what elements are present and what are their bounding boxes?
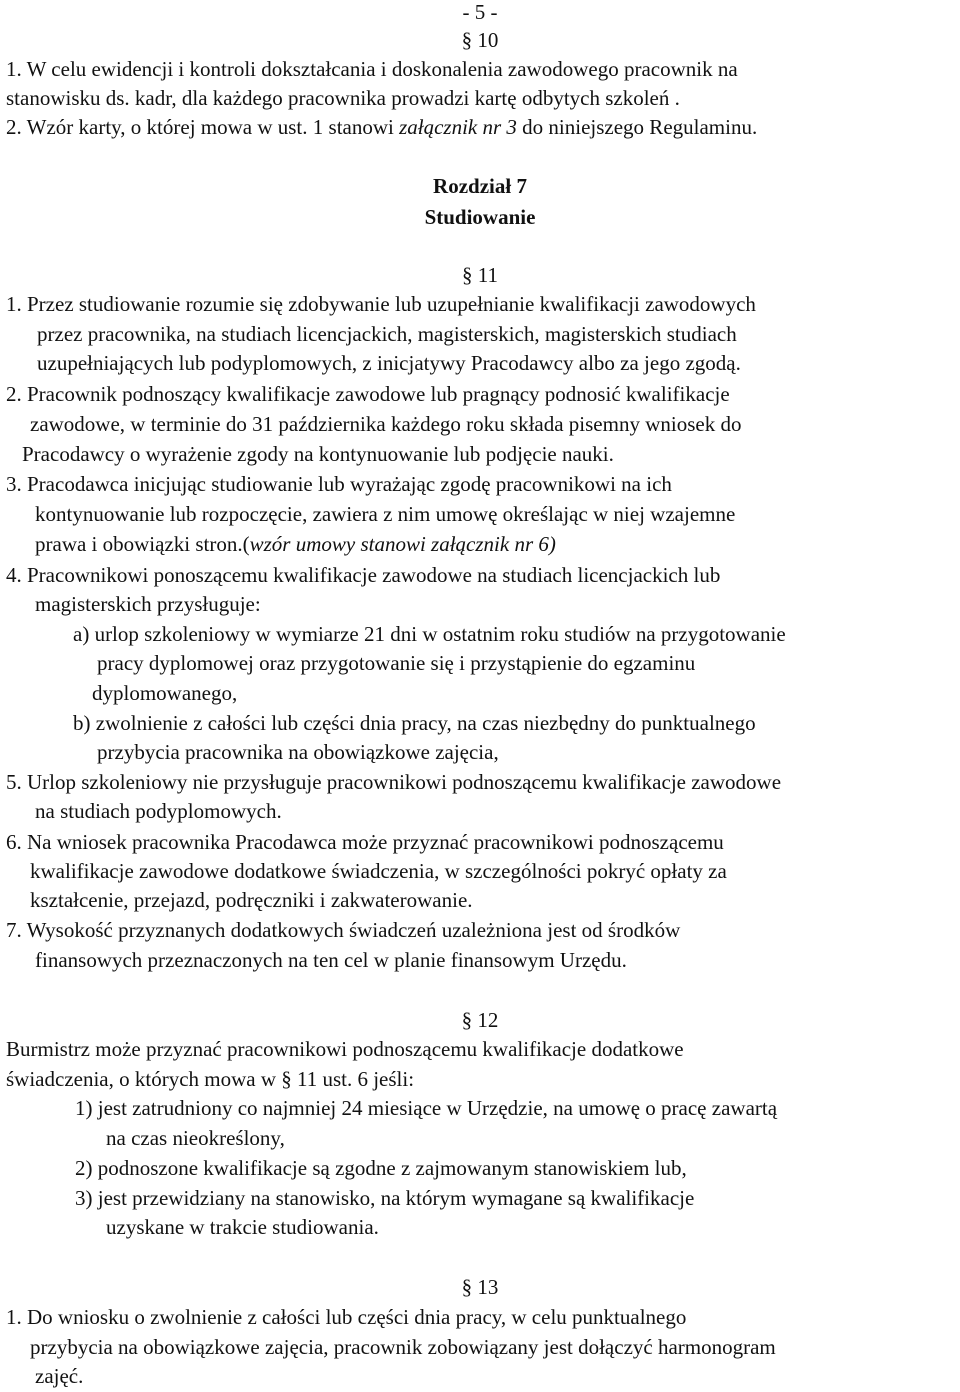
- s12-intro-line1: Burmistrz może przyznać pracownikowi podnoszącemu kwalifikacje dodatkowe: [6, 1037, 684, 1061]
- s11-p1-line1: 1. Przez studiowanie rozumie się zdobywanie lub uzupełnianie kwalifikacji zawodowych: [6, 292, 756, 316]
- s12-c2-line1: 2) podnoszone kwalifikacje są zgodne z zajmowanym stanowiskiem lub,: [75, 1156, 687, 1180]
- s11-p4a-line2: pracy dyplomowej oraz przygotowanie się i przystąpienie do egzaminu: [97, 651, 696, 675]
- s11-p1-line2: przez pracownika, na studiach licencjackich, magisterskich, magisterskich studiach: [37, 322, 737, 346]
- s12-intro-line2: świadczenia, o których mowa w § 11 ust. 6 jeśli:: [6, 1067, 415, 1091]
- s11-p4-line2: magisterskich przysługuje:: [35, 592, 261, 616]
- s11-p4a-line1: a) urlop szkoleniowy w wymiarze 21 dni w ostatnim roku studiów na przygotowanie: [73, 622, 786, 646]
- attachment-reference: załącznik nr 3: [399, 115, 517, 139]
- s11-p7-line2: finansowych przeznaczonych na ten cel w planie finansowym Urzędu.: [35, 948, 627, 972]
- s11-p5-line2: na studiach podyplomowych.: [35, 799, 282, 823]
- s11-p2-line3: Pracodawcy o wyrażenie zgody na kontynuowanie lub podjęcie nauki.: [22, 442, 614, 466]
- s10-p1-line2: stanowisku ds. kadr, dla każdego pracownika prowadzi kartę odbytych szkoleń .: [6, 86, 680, 110]
- s11-p6-line2: kwalifikacje zawodowe dodatkowe świadczenia, w szczególności pokryć opłaty za: [30, 859, 727, 883]
- s11-p6-line1: 6. Na wniosek pracownika Pracodawca może przyznać pracownikowi podnoszącemu: [6, 830, 724, 854]
- s11-p5-line1: 5. Urlop szkoleniowy nie przysługuje pracownikowi podnoszącemu kwalifikacje zawodowe: [6, 770, 782, 794]
- s10-p2: 2. Wzór karty, o której mowa w ust. 1 stanowi załącznik nr 3 do niniejszego Regulaminu.: [6, 115, 758, 139]
- s11-p3-line3: prawa i obowiązki stron.(wzór umowy stanowi załącznik nr 6): [35, 532, 556, 556]
- s12-c3-line1: 3) jest przewidziany na stanowisko, na którym wymagane są kwalifikacje: [75, 1186, 695, 1210]
- s11-p2-line1: 2. Pracownik podnoszący kwalifikacje zawodowe lub pragnący podnosić kwalifikacje: [6, 382, 730, 406]
- s11-p4a-line3: dyplomowanego,: [92, 681, 238, 705]
- s11-p4b-line1: b) zwolnienie z całości lub części dnia pracy, na czas niezbędny do punktualnego: [73, 711, 756, 735]
- s11-p3-line1: 3. Pracodawca inicjując studiowanie lub wyrażając zgodę pracownikowi na ich: [6, 472, 672, 496]
- contract-attachment-reference: wzór umowy stanowi załącznik nr 6): [249, 532, 556, 556]
- s11-p4-line1: 4. Pracownikowi ponoszącemu kwalifikacje zawodowe na studiach licencjackich lub: [6, 563, 721, 587]
- section-heading-13: § 13: [461, 1275, 499, 1299]
- section-heading-12: § 12: [461, 1008, 499, 1032]
- s13-p1-line3: zajęć.: [35, 1364, 84, 1388]
- s10-p1-line1: 1. W celu ewidencji i kontroli dokształcania i doskonalenia zawodowego pracownik na: [6, 57, 738, 81]
- section-heading-11: § 11: [462, 263, 498, 287]
- chapter-subtitle: Studiowanie: [424, 205, 536, 229]
- s11-p6-line3: kształcenie, przejazd, podręczniki i zakwaterowanie.: [30, 888, 473, 912]
- chapter-title: Rozdział 7: [433, 174, 527, 198]
- section-heading-10: § 10: [461, 28, 499, 52]
- s11-p2-line2: zawodowe, w terminie do 31 października każdego roku składa pisemny wniosek do: [30, 412, 742, 436]
- s11-p7-line1: 7. Wysokość przyznanych dodatkowych świadczeń uzależniona jest od środków: [6, 918, 681, 942]
- s13-p1-line2: przybycia na obowiązkowe zajęcia, pracownik zobowiązany jest dołączyć harmonogram: [30, 1335, 776, 1359]
- s11-p4b-line2: przybycia pracownika na obowiązkowe zajęcia,: [97, 740, 499, 764]
- s12-c3-line2: uzyskane w trakcie studiowania.: [106, 1215, 379, 1239]
- s12-c1-line2: na czas nieokreślony,: [106, 1126, 285, 1150]
- s11-p3-line2: kontynuowanie lub rozpoczęcie, zawiera z nim umowę określając w niej wzajemne: [35, 502, 736, 526]
- s11-p1-line3: uzupełniających lub podyplomowych, z inicjatywy Pracodawcy albo za jego zgodą.: [37, 351, 741, 375]
- page-number: - 5 -: [462, 0, 498, 24]
- s12-c1-line1: 1) jest zatrudniony co najmniej 24 miesiące w Urzędzie, na umowę o pracę zawartą: [75, 1096, 778, 1120]
- s13-p1-line1: 1. Do wniosku o zwolnienie z całości lub części dnia pracy, w celu punktualnego: [6, 1305, 687, 1329]
